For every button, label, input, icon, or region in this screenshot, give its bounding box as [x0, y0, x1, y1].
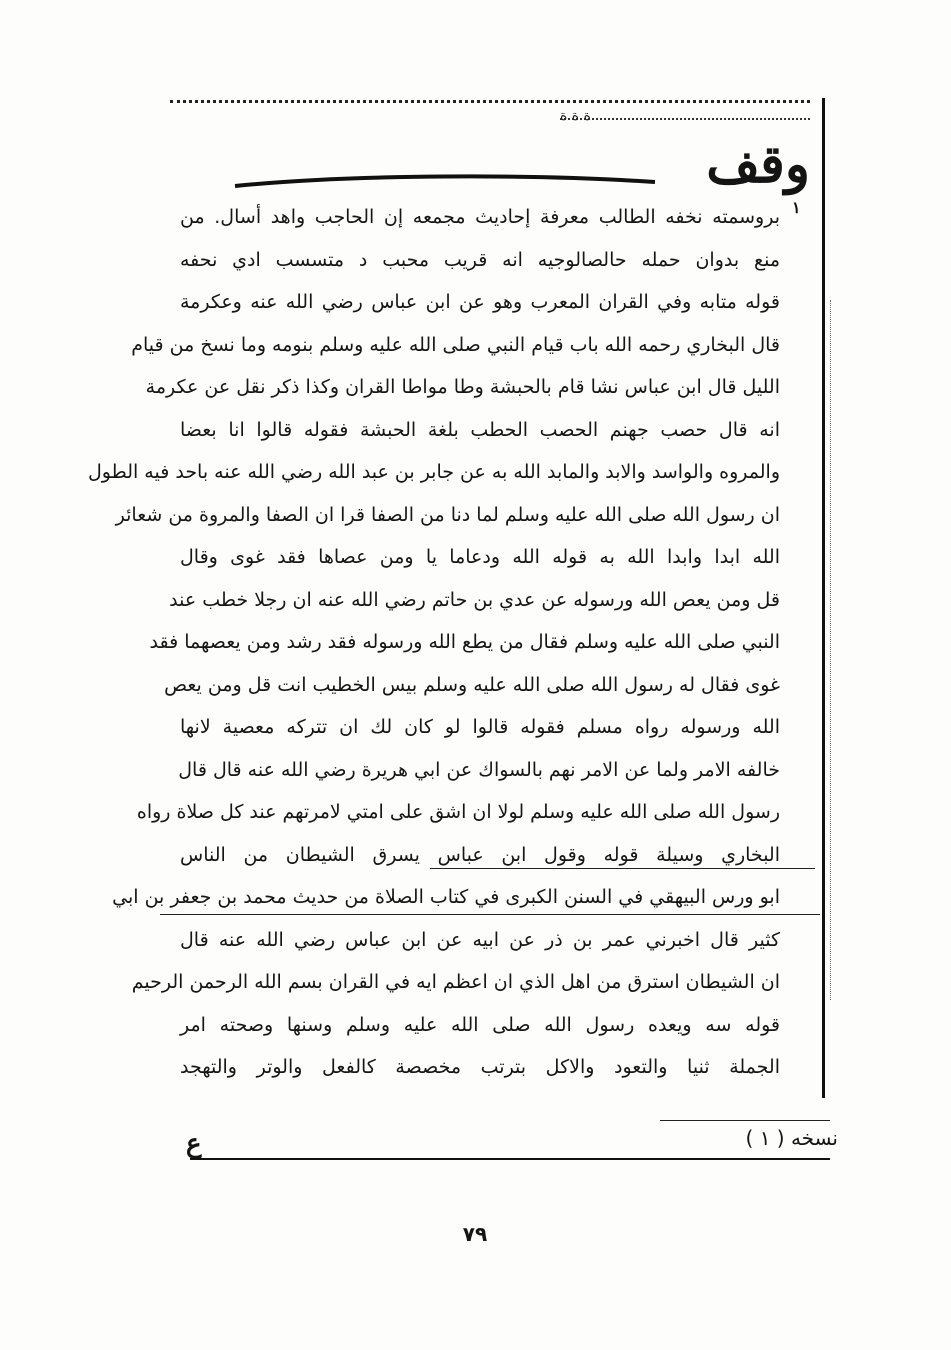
text-line: كثير قال اخبرني عمر بن ذر عن ابيه عن ابن عباس رضي الله عنه قال [180, 928, 780, 951]
inline-rule [160, 914, 820, 915]
right-margin-rule [822, 98, 825, 1098]
text-line: غوى فقال له رسول الله صلى الله عليه وسلم بيس الخطيب انت قل ومن يعص [164, 673, 780, 696]
text-line: قوله متابه وفي القران المعرب وهو عن ابن عباس رضي الله عنه وعكرمة [180, 291, 780, 313]
text-line: قوله سه ويعده رسول الله صلى الله عليه وسلم وسنها وصحته امر [180, 1013, 780, 1036]
text-line: البخاري وسيلة قوله وقول ابن عباس يسرق الشيطان من الناس [180, 843, 780, 866]
text-line: والمروه والواسد والابد والمابد الله به عن جابر بن عبد الله رضي الله عنه باحد فيه الطول [87, 461, 780, 483]
manuscript-text [87, 196, 780, 1089]
text-line: الجملة ثنيا والتعود والاكل بترتب مخصصة كالفعل والوتر والتهجد [180, 1056, 780, 1078]
inline-rule [430, 868, 815, 869]
margin-mark: ١ [792, 198, 801, 217]
top-dotted-rule [170, 100, 810, 103]
text-line: انه قال حصب جهنم الحصب الحطب بلغة الحبشة فقوله قالوا انا بعضا [180, 418, 780, 441]
text-line: منع بدوان حمله حالصالوجيه انه قريب محبب د متسسب ادي نحفه [180, 248, 780, 271]
footer-rule [190, 1158, 830, 1160]
page-number: ٧٩ [462, 1222, 488, 1246]
text-line: قل ومن يعص الله ورسوله عن عدي بن حاتم رضي الله عنه ان رجلا خطب عند [169, 588, 780, 611]
text-line: الله ورسوله رواه مسلم فقوله قالوا لو كان لك ان تتركه معصية لانها [180, 716, 780, 738]
heading-swash [235, 172, 655, 192]
top-dots: ﺓ ﺓ ﺓ [560, 108, 591, 124]
text-line: ابو ورس البيهقي في السنن الكبرى في كتاب الصلاة من حديث محمد بن جعفر بن ابي [112, 886, 780, 908]
text-line: رسول الله صلى الله عليه وسلم لولا ان اشق على امتي لامرتهم عند كل صلاة رواه [136, 801, 780, 823]
text-line: قال البخاري رحمه الله باب قيام النبي صلى الله عليه وسلم بنومه وما نسخ من قيام [131, 333, 780, 356]
footer-mark: ﻉ [186, 1129, 202, 1159]
text-line: خالفه الامر ولما عن الامر نهم بالسواك عن ابي هريرة رضي الله عنه قال قال [178, 758, 780, 781]
section-heading: وقف [706, 134, 810, 195]
footer-note: نسخه ( ١ ) [745, 1126, 838, 1150]
top-dotted-rule-secondary [560, 118, 810, 120]
text-line: ان الشيطان استرق من اهل الذي ان اعظم ايه في القران بسم الله الرحمن الرحيم [131, 971, 780, 993]
text-line: ان رسول الله صلى الله عليه وسلم لما دنا من الصفا قرا ان الصفا والمروة من شعائر [115, 503, 780, 526]
right-margin-dotted-rule [830, 300, 831, 1000]
text-line: النبي صلى الله عليه وسلم فقال من يطع الله ورسوله فقد رشد ومن يعصهما فقد [149, 631, 780, 653]
text-line: بروسمته نخفه الطالب معرفة إحاديث مجمعه إن الحاجب واهد أسال. من [180, 206, 780, 228]
text-line: الليل قال ابن عباس نشا قام بالحبشة وطا مواطا القران وكذا ذكر نقل عن عكرمة [145, 376, 780, 398]
text-line: الله ابدا وابدا الله به قوله الله ودعاما يا ومن عصاها فقد غوى وقال [180, 546, 780, 568]
